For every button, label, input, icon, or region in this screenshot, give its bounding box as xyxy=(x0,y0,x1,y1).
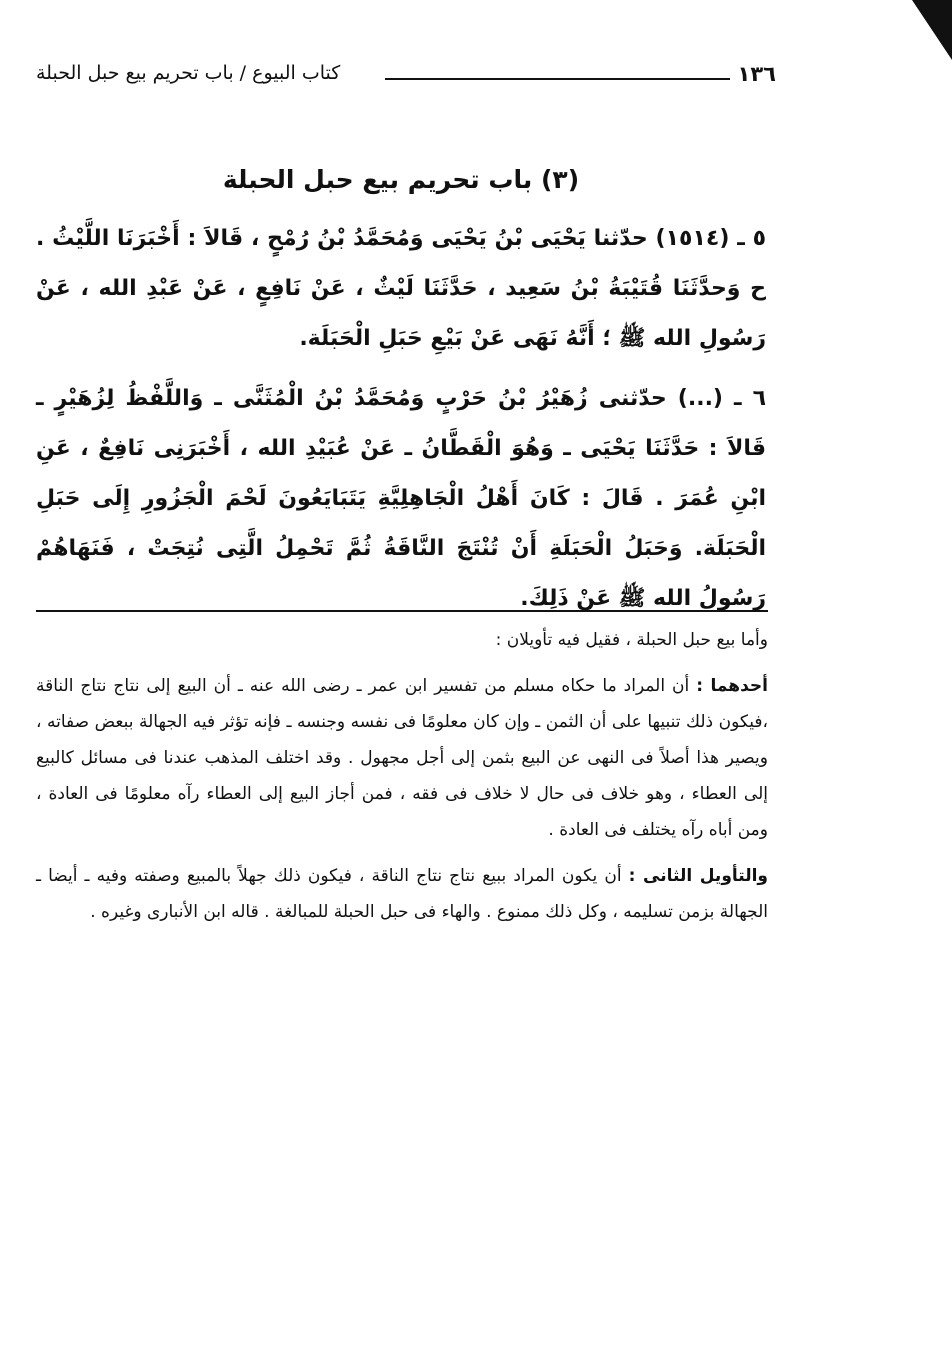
commentary-lead: أحدهما : xyxy=(696,676,768,696)
commentary-paragraph xyxy=(36,668,768,848)
running-title: كتاب البيوع / باب تحريم بيع حبل الحبلة xyxy=(36,62,341,84)
hadith-paragraph: ٥ ـ (١٥١٤) حدّثنا يَحْيَى بْنُ يَحْيَى وَمُحَمَّدُ بْنُ رُمْحٍ ، قَالاَ : أَخْبَرَنَا اللَّيْثُ . ح وَحدَّثَنَا قُتَيْبَةُ بْنُ سَعِيد ، حَدَّثَنَا لَيْثٌ ، عَنْ نَافِعٍ ، عَنْ عَبْدِ الله ، عَنْ رَسُولِ الله ﷺ ؛ أَنَّهُ نَهَى عَنْ بَيْعِ حَبَلِ الْحَبَلَة. xyxy=(36,226,766,351)
chapter-title: (٣) باب تحريم بيع حبل الحبلة xyxy=(222,165,580,194)
page-number: ١٣٦ xyxy=(737,62,776,86)
main-text xyxy=(36,160,766,634)
commentary-paragraph xyxy=(36,622,768,658)
header-rule xyxy=(385,78,730,80)
commentary-lead: والتأويل الثانى : xyxy=(628,866,768,886)
commentary-text: وأما بيع حبل الحبلة ، فقيل فيه تأويلان : xyxy=(495,630,768,650)
footnote-separator xyxy=(36,610,768,612)
commentary-text: أن المراد ما حكاه مسلم من تفسير ابن عمر ـ رضى الله عنه ـ أن البيع إلى نتاج نتاج الناقة ،فيكون ذلك تنبيها على أن الثمن ـ وإن كان معلومًا فى نفسه وجنسه ـ فإنه تؤثر فيه الجهالة ببعض صفاته ، ويصير هذا أصلاً فى النهى عن البيع بثمن إلى أجل مجهول . وقد اختلف المذهب عندنا فى مسائل كالبيع إلى العطاء ، وهو خلاف فى حال لا خلاف فى فقه ، فمن أجاز البيع إلى العطاء رآه معلومًا فى العادة ، ومن أباه رآه يختلف فى العادة . xyxy=(36,676,768,840)
page-corner-mark xyxy=(912,0,952,60)
commentary-paragraph xyxy=(36,858,768,930)
page-header xyxy=(36,58,776,94)
commentary-text: أن يكون المراد ببيع نتاج نتاج الناقة ، فيكون ذلك جهلاً بالمبيع وصفته وفيه ـ أيضا ـ الجهالة بزمن تسليمه ، وكل ذلك ممنوع . والهاء فى حبل الحبلة للمبالغة . قاله ابن الأنبارى وغيره . xyxy=(36,866,768,922)
hadith-paragraph: ٦ ـ (...) حدّثنى زُهَيْرُ بْنُ حَرْبٍ وَمُحَمَّدُ بْنُ الْمُثَنَّى ـ وَاللَّفْظُ لِزُهَيْرٍ ـ قَالاَ : حَدَّثَنَا يَحْيَى ـ وَهُوَ الْقَطَّانُ ـ عَنْ عُبَيْدِ الله ، أَخْبَرَنِى نَافِعٌ ، عَنِ ابْنِ عُمَرَ . قَالَ : كَانَ أَهْلُ الْجَاهِلِيَّةِ يَتَبَايَعُونَ لَحْمَ الْجَزُورِ إِلَى حَبَلِ الْحَبَلَة. وَحَبَلُ الْحَبَلَةِ أَنْ تُنْتَجَ النَّاقَةُ ثُمَّ تَحْمِلُ الَّتِى نُتِجَتْ ، فَنَهَاهُمْ رَسُولُ الله ﷺ عَنْ ذَلِكَ. xyxy=(36,386,766,611)
commentary-notes xyxy=(36,622,768,940)
